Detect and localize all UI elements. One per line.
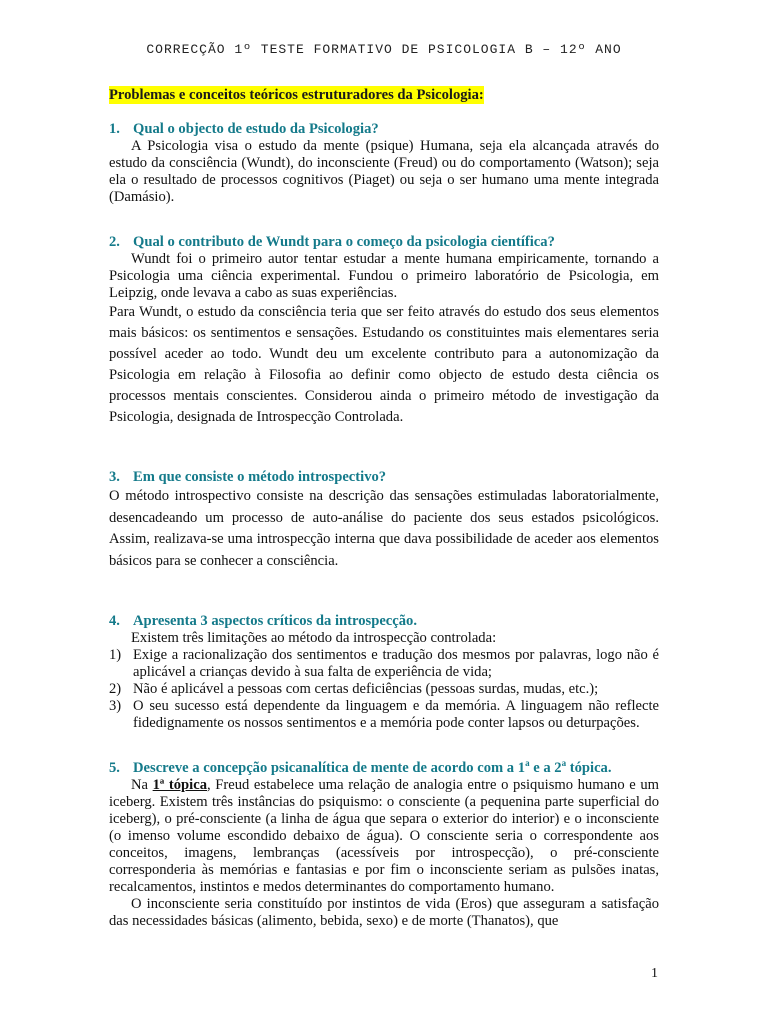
list-item-number: 2) xyxy=(109,681,122,697)
list-item xyxy=(109,647,659,681)
answer-4-list xyxy=(109,647,659,732)
answer-1-paragraph: A Psicologia visa o estudo da mente (psique) Humana, seja ela alcançada através do estudo da consciência (Wundt), do inconsciente (Freud) ou do comportamento (Watson); seja ela o resultado de processos cognitivos (Piaget) ou seja o ser humano uma mente integrada (Damásio). xyxy=(109,138,659,205)
text-run: , Freud estabelece uma relação de analogia entre o psiquismo humano e um iceberg. Existem três instâncias do psiquismo: o consciente (a pequenina parte superficial do iceberg), o pré-consciente (a linha de água que separa o exterior do interior) e o inconsciente (o imenso volume escondido debaixo de água). O consciente seria o correspondente aos conceitos, imagens, lembranças (acessíveis por introspecção), o pré-consciente corresponderia às memórias e fantasias e por fim o inconsciente seriam as pulsões inatas, recalcamentos, instintos e medos determinantes do comportamento humano. xyxy=(109,777,659,895)
question-2-title xyxy=(109,233,659,251)
document-body xyxy=(109,86,659,930)
question-2-text: Qual o contributo de Wundt para o começo da psicologia científica? xyxy=(133,234,555,250)
answer-3-paragraph: O método introspectivo consiste na descrição das sensações estimuladas laboratorialmente, desencadeando um processo de auto-análise do paciente dos seus estados psicológicos. Assim, realizava-se uma introspecção interna que dava possibilidade de aceder aos elementos básicos para se conhecer a consciência. xyxy=(109,488,659,569)
answer-2-paragraph-1: Wundt foi o primeiro autor tentar estudar a mente humana empiricamente, tornando a Psicologia uma ciência experimental. Fundou o primeiro laboratório de Psicologia, em Leipzig, onde levava a cabo as suas experiências. xyxy=(109,251,659,301)
list-item-text: Não é aplicável a pessoas com certas deficiências (pessoas surdas, mudas, etc.); xyxy=(133,681,599,697)
question-5-title xyxy=(109,759,659,777)
question-1-number: 1. xyxy=(109,121,120,137)
question-5-number: 5. xyxy=(109,760,120,776)
question-4-number: 4. xyxy=(109,613,120,629)
document-header: CORRECÇÃO 1º TESTE FORMATIVO DE PSICOLOGIA B – 12º ANO xyxy=(146,42,622,57)
question-5-text-c: tópica. xyxy=(566,760,612,776)
question-1-title xyxy=(109,120,659,138)
list-item-number: 1) xyxy=(109,647,122,663)
answer-2-paragraph-2: Para Wundt, o estudo da consciência teria que ser feito através do estudo dos seus elementos mais básicos: os sentimentos e sensações. Estudando os constituintes mais elementares seria possível aceder ao todo. Wundt deu um excelente contributo para a autonomização da Psicologia em relação à Filosofia ao definir como objecto de estudo desta ciência os processos mentais conscientes. Considerou ainda o primeiro método de investigação da Psicologia, designada de Introspecção Controlada. xyxy=(109,304,659,425)
question-5-text-a: Descreve a concepção psicanalítica de mente de acordo com a 1 xyxy=(133,760,526,776)
text-run: Na xyxy=(131,777,153,793)
answer-5-paragraph-2: O inconsciente seria constituído por instintos de vida (Eros) que asseguram a satisfação das necessidades básicas (alimento, bebida, sexo) e de morte (Thanatos), que xyxy=(109,896,659,929)
list-item-text: O seu sucesso está dependente da linguagem e da memória. A linguagem não reflecte fidedignamente os nossos sentimentos e a memória pode conter lapsos ou deturpações. xyxy=(133,698,659,731)
answer-5-paragraph-1 xyxy=(109,777,659,896)
list-item xyxy=(109,681,659,698)
superscript: a xyxy=(561,758,567,769)
section-title: Problemas e conceitos teóricos estruturadores da Psicologia: xyxy=(109,87,484,103)
question-4-title xyxy=(109,612,659,630)
superscript: a xyxy=(525,758,530,769)
emphasized-term: 1ª tópica xyxy=(152,777,208,793)
list-item xyxy=(109,698,659,732)
question-4-text: Apresenta 3 aspectos críticos da introspecção. xyxy=(133,613,418,629)
page-number: 1 xyxy=(651,966,658,981)
question-2-number: 2. xyxy=(109,234,120,250)
question-1-text: Qual o objecto de estudo da Psicologia? xyxy=(133,121,379,137)
question-3-text: Em que consiste o método introspectivo? xyxy=(133,469,387,485)
question-3-title xyxy=(109,468,659,486)
question-3-number: 3. xyxy=(109,469,120,485)
list-item-text: Exige a racionalização dos sentimentos e tradução dos mesmos por palavras, logo não é aplicável a crianças devido à sua falta de experiência de vida; xyxy=(133,647,659,680)
list-item-number: 3) xyxy=(109,698,122,714)
answer-4-intro: Existem três limitações ao método da introspecção controlada: xyxy=(131,630,497,646)
question-5-text-b: e a 2 xyxy=(529,760,562,776)
